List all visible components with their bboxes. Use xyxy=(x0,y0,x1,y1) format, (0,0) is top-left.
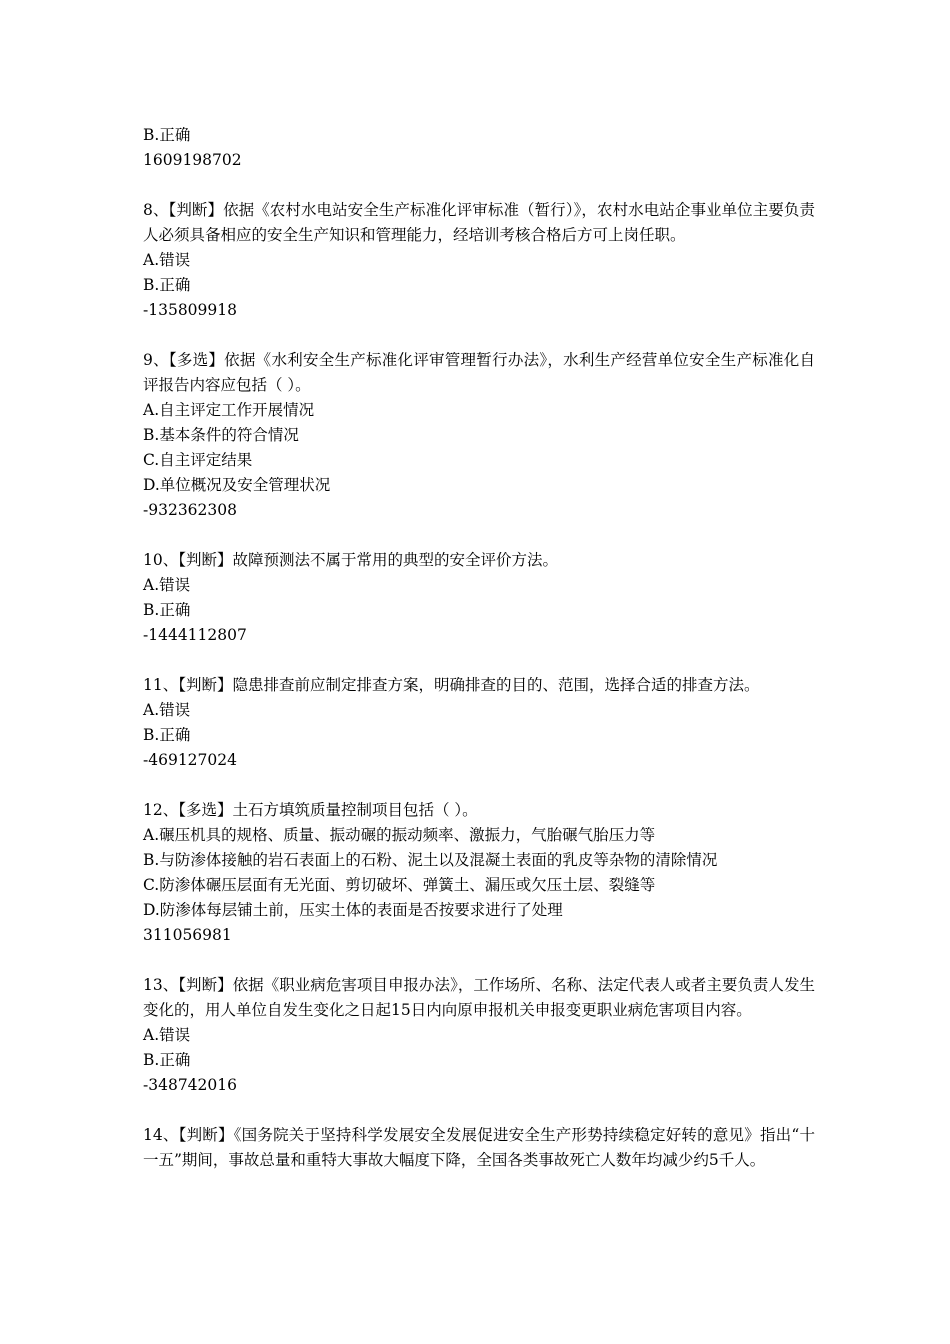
option-b: B.正确 xyxy=(143,726,191,744)
option-b: B.正确 xyxy=(143,276,191,294)
option-b: B.正确 xyxy=(143,1051,191,1069)
question-10 xyxy=(143,548,815,648)
question-14 xyxy=(143,1123,815,1173)
option-d: D.单位概况及安全管理状况 xyxy=(143,476,331,494)
option-c: C.自主评定结果 xyxy=(143,451,253,469)
option-b: B.与防渗体接触的岩石表面上的石粉、泥土以及混凝土表面的乳皮等杂物的清除情况 xyxy=(143,851,718,869)
question-text: 9、【多选】依据《水利安全生产标准化评审管理暂行办法》，水利生产经营单位安全生产标准化自评报告内容应包括（ ）。 xyxy=(143,351,815,394)
question-code: 1609198702 xyxy=(143,151,242,169)
option-b: B.正确 xyxy=(143,601,191,619)
question-code: -932362308 xyxy=(143,501,237,519)
question-text: 13、【判断】依据《职业病危害项目申报办法》，工作场所、名称、法定代表人或者主要负责人发生变化的，用人单位自发生变化之日起15日内向原申报机关申报变更职业病危害项目内容。 xyxy=(143,976,815,1019)
option-a: A.错误 xyxy=(143,251,191,269)
question-text: 8、【判断】依据《农村水电站安全生产标准化评审标准（暂行）》，农村水电站企事业单位主要负责人必须具备相应的安全生产知识和管理能力，经培训考核合格后方可上岗任职。 xyxy=(143,201,815,244)
option-b: B.正确 xyxy=(143,126,191,144)
option-a: A.自主评定工作开展情况 xyxy=(143,401,315,419)
option-c: C.防渗体碾压层面有无光面、剪切破坏、弹簧土、漏压或欠压土层、裂缝等 xyxy=(143,876,656,894)
option-b: B.基本条件的符合情况 xyxy=(143,426,299,444)
option-d: D.防渗体每层铺土前，压实土体的表面是否按要求进行了处理 xyxy=(143,901,563,919)
question-code: -348742016 xyxy=(143,1076,237,1094)
question-12 xyxy=(143,798,815,948)
option-a: A.碾压机具的规格、质量、振动碾的振动频率、激振力，气胎碾气胎压力等 xyxy=(143,826,656,844)
document-page xyxy=(143,123,815,1173)
question-11 xyxy=(143,673,815,773)
option-a: A.错误 xyxy=(143,576,191,594)
question-13 xyxy=(143,973,815,1098)
question-text: 10、【判断】故障预测法不属于常用的典型的安全评价方法。 xyxy=(143,551,558,569)
option-a: A.错误 xyxy=(143,1026,191,1044)
question-code: 311056981 xyxy=(143,926,232,944)
question-8 xyxy=(143,198,815,323)
option-a: A.错误 xyxy=(143,701,191,719)
question-9 xyxy=(143,348,815,523)
question-text: 12、【多选】土石方填筑质量控制项目包括（ ）。 xyxy=(143,801,478,819)
question-code: -1444112807 xyxy=(143,626,247,644)
question-code: -469127024 xyxy=(143,751,237,769)
question-text: 11、【判断】隐患排查前应制定排查方案，明确排查的目的、范围，选择合适的排查方法。 xyxy=(143,676,760,694)
question-text: 14、【判断】《国务院关于坚持科学发展安全发展促进安全生产形势持续稳定好转的意见》指出“十一五”期间，事故总量和重特大事故大幅度下降，全国各类事故死亡人数年均减少约5千人。 xyxy=(143,1126,815,1169)
question-continuation xyxy=(143,123,815,173)
question-code: -135809918 xyxy=(143,301,237,319)
